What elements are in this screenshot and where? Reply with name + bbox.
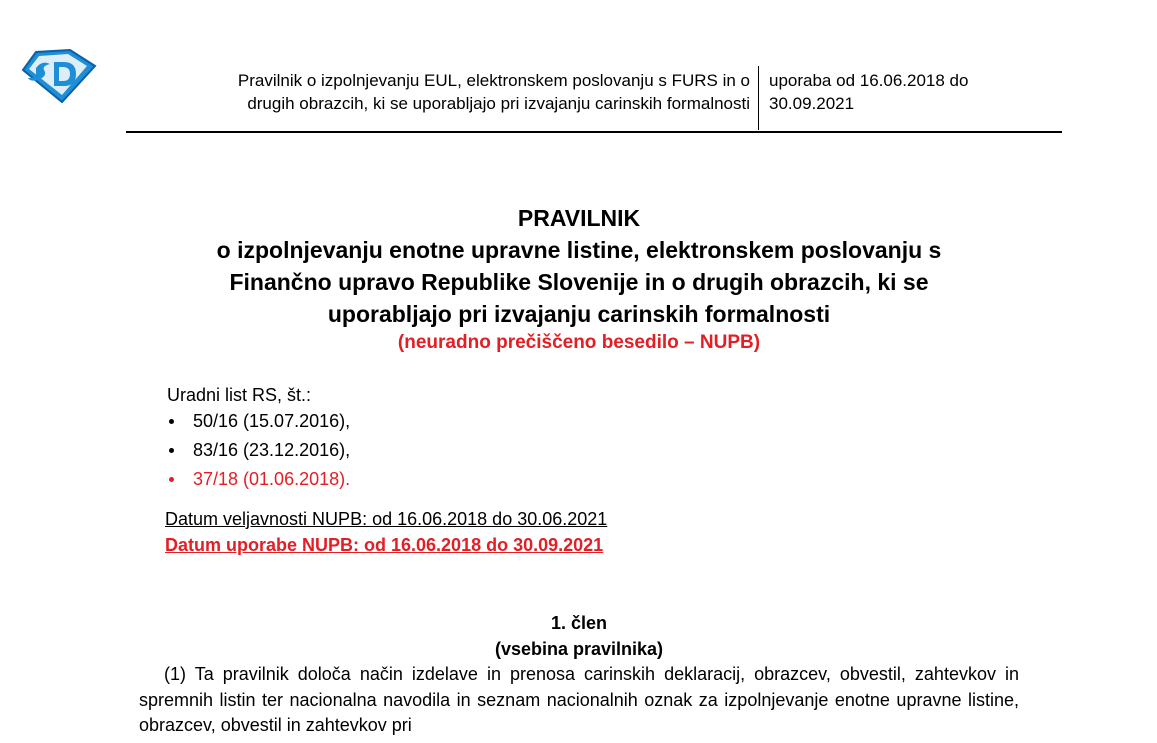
article-subtitle: (vsebina pravilnika) xyxy=(494,639,664,659)
gazette-references xyxy=(167,383,350,494)
validity-date: Datum veljavnosti NUPB: od 16.06.2018 do 30.06.2021 xyxy=(165,509,608,529)
article-number: 1. člen xyxy=(550,613,608,633)
title-line: Finančno upravo Republike Slovenije in o drugih obrazcih, ki se xyxy=(229,269,929,295)
title-note: (neuradno prečiščeno besedilo – NUPB) xyxy=(397,332,761,353)
gazette-item: 37/18 (01.06.2018). xyxy=(167,465,350,494)
gazette-list xyxy=(167,407,350,494)
header-rule xyxy=(126,131,1062,133)
header-document-title xyxy=(140,69,750,115)
gazette-label: Uradni list RS, št.: xyxy=(167,385,312,405)
header-usage-period xyxy=(769,69,1029,115)
validity-dates xyxy=(165,506,607,558)
gazette-item: 83/16 (23.12.2016), xyxy=(167,436,350,465)
usage-date: Datum uporabe NUPB: od 16.06.2018 do 30.09.2021 xyxy=(165,535,604,555)
header-usage-line: 30.09.2021 xyxy=(769,94,855,113)
article-heading xyxy=(120,610,1038,662)
title-line: uporabljajo pri izvajanju carinskih formalnosti xyxy=(327,301,831,327)
document-title xyxy=(120,202,1038,356)
article-paragraph: (1) Ta pravilnik določa način izdelave in prenosa carinskih deklaracij, obrazcev, obvestil, zahtevkov in spremnih listin ter nacionalna navodila in seznam nacionalnih oznak za izpolnjevanje enotne upravne listine, obrazcev, obvestil in zahtevkov pri xyxy=(139,664,1019,735)
title-main: PRAVILNIK xyxy=(517,205,641,231)
gazette-item: 50/16 (15.07.2016), xyxy=(167,407,350,436)
header-title-line: drugih obrazcih, ki se uporabljajo pri izvajanju carinskih formalnosti xyxy=(247,94,750,113)
header-usage-line: uporaba od 16.06.2018 do xyxy=(769,71,969,90)
sd-logo-icon xyxy=(20,48,98,104)
header-divider xyxy=(758,66,759,130)
title-line: o izpolnjevanju enotne upravne listine, elektronskem poslovanju s xyxy=(216,237,942,263)
header-title-line: Pravilnik o izpolnjevanju EUL, elektronskem poslovanju s FURS in o xyxy=(237,71,750,90)
